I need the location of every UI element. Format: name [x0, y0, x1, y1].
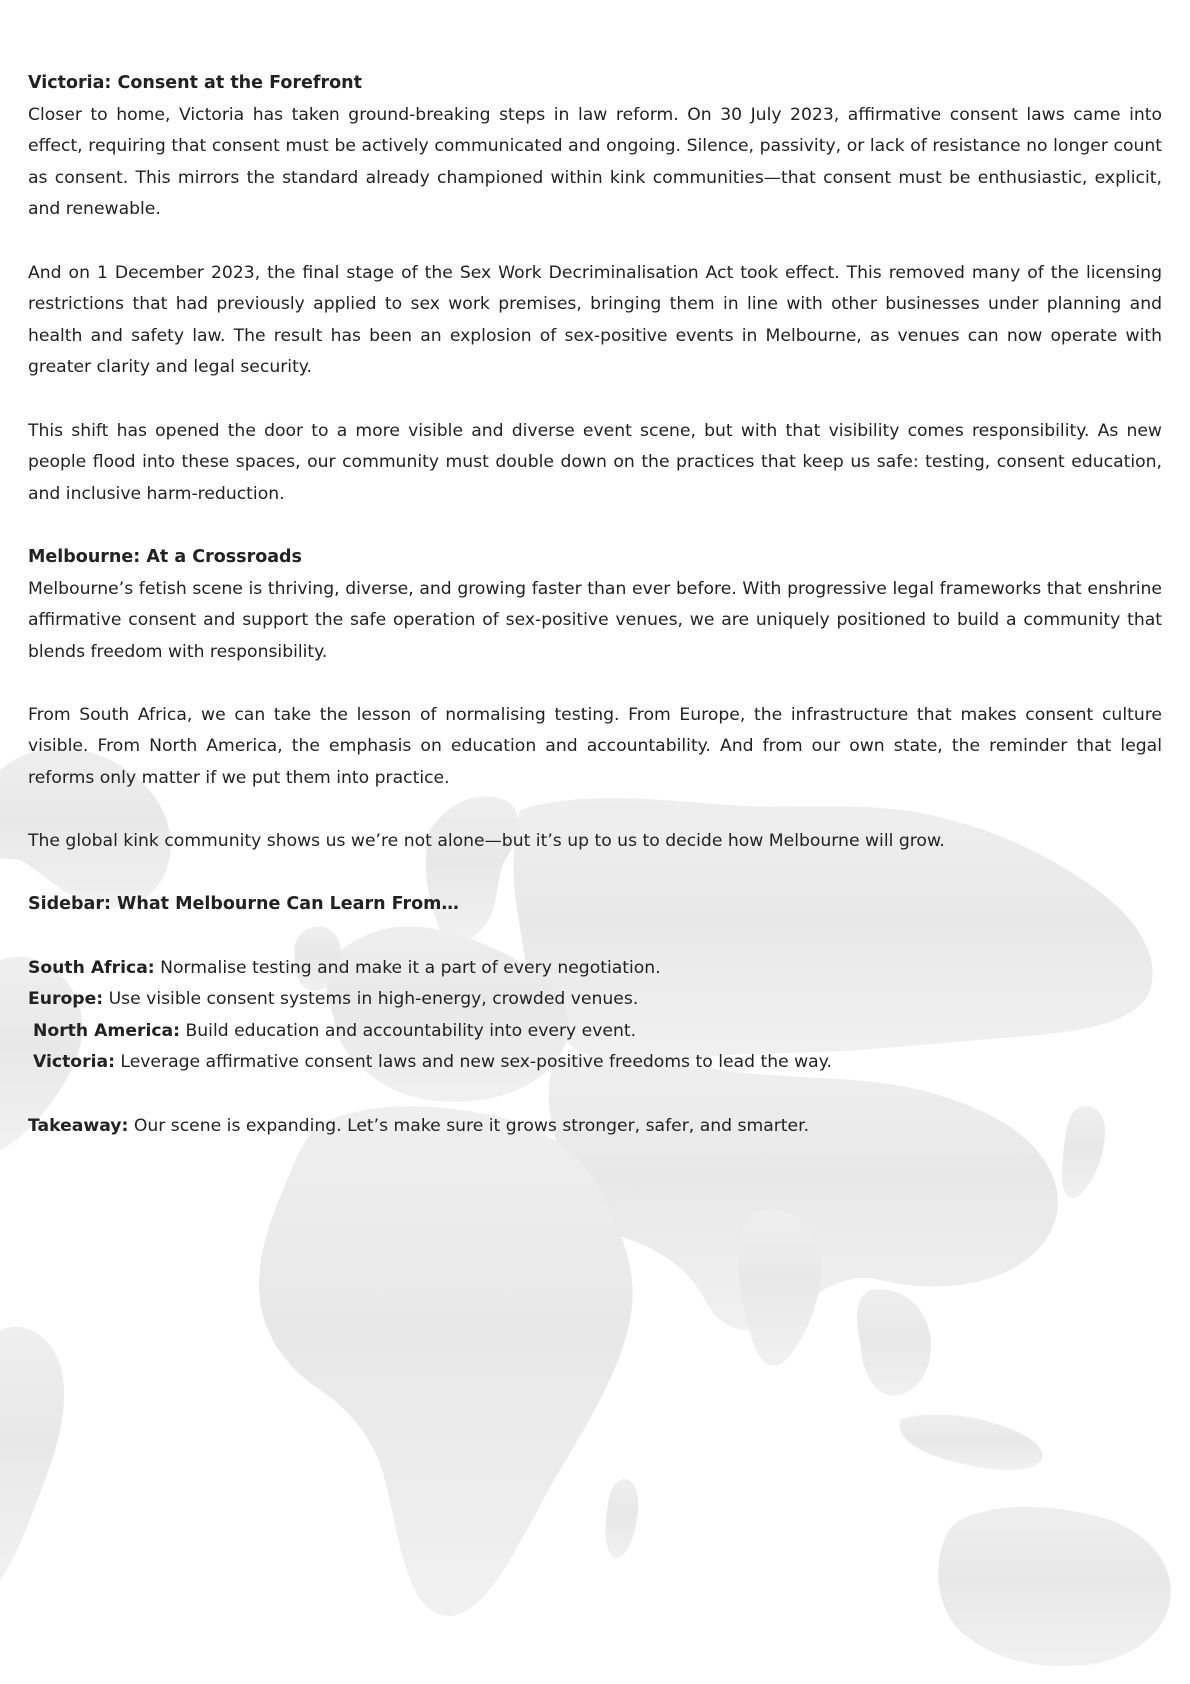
- sidebar-item-text: Build education and accountability into every event.: [180, 1020, 637, 1041]
- sidebar-item-europe: [28, 984, 1162, 1016]
- sidebar-item-south-africa: [28, 953, 1162, 985]
- sidebar-item-text: Use visible consent systems in high-energy, crowded venues.: [103, 989, 639, 1010]
- africa-shape: [259, 1106, 633, 1616]
- indonesia-shape: [899, 1415, 1042, 1470]
- victoria-heading: Victoria: Consent at the Forefront: [28, 73, 362, 93]
- melbourne-paragraph-2: From South Africa, we can take the lesson of normalising testing. From Europe, the infrastructure that makes consent culture visible. From North America, the emphasis on education and accountability. And from our own state, the reminder that legal reforms only matter if we put them into practice.: [28, 704, 1162, 789]
- sidebar-item-north-america: [28, 1016, 1162, 1048]
- india-shape: [738, 1209, 821, 1365]
- melbourne-paragraph-1: Melbourne’s fetish scene is thriving, diverse, and growing faster than ever before. With progressive legal frameworks that enshrine affirmative consent and support the safe operation of sex-positive venues, we are uniquely positioned to build a community that blends freedom with responsibility.: [28, 578, 1162, 662]
- victoria-paragraph-2: And on 1 December 2023, the final stage of the Sex Work Decriminalisation Act took effect. This removed many of the licensing restrictions that had previously applied to sex work premises, bringing them in line with other businesses under planning and health and safety law. The result has been an explosion of sex-positive events in Melbourne, as venues can now operate with greater clarity and legal security.: [28, 262, 1162, 378]
- sidebar-item-label: Victoria:: [33, 1052, 115, 1073]
- takeaway: [28, 1111, 1162, 1143]
- takeaway-label: Takeaway:: [28, 1115, 129, 1136]
- victoria-paragraph-1: Closer to home, Victoria has taken ground-breaking steps in law reform. On 30 July 2023, affirmative consent laws came into effect, requiring that consent must be actively communicated and ongoing. Silence, passivity, or lack of resistance no longer count as consent. This mirrors the standard already championed within kink communities—that consent must be enthusiastic, explicit, and renewable.: [28, 104, 1162, 220]
- article-body: [28, 68, 1162, 1142]
- sidebar-heading: Sidebar: What Melbourne Can Learn From…: [28, 894, 459, 915]
- southeast-asia-shape: [857, 1289, 931, 1396]
- madagascar-shape: [606, 1479, 639, 1558]
- melbourne-paragraph-3: The global kink community shows us we’re not alone—but it’s up to us to decide how Melbourne will grow.: [28, 831, 945, 852]
- sidebar-item-label: Europe:: [28, 989, 104, 1010]
- takeaway-text: Our scene is expanding. Let’s make sure it grows stronger, safer, and smarter.: [128, 1115, 810, 1136]
- melbourne-heading: Melbourne: At a Crossroads: [28, 546, 302, 567]
- sidebar-item-label: South Africa:: [28, 957, 155, 978]
- sidebar-item-text: Normalise testing and make it a part of every negotiation.: [154, 957, 661, 978]
- sidebar-item-label: North America:: [33, 1020, 181, 1041]
- sidebar-item-text: Leverage affirmative consent laws and new sex-positive freedoms to lead the way.: [114, 1052, 832, 1073]
- australia-shape: [938, 1507, 1170, 1666]
- sidebar-item-victoria: [28, 1047, 1162, 1079]
- south-america-shape: [0, 1327, 64, 1580]
- victoria-paragraph-3: This shift has opened the door to a more visible and diverse event scene, but with that visibility comes responsibility. As new people flood into these spaces, our community must double down on the practices that keep us safe: testing, consent education, and inclusive harm-reduction.: [28, 420, 1162, 504]
